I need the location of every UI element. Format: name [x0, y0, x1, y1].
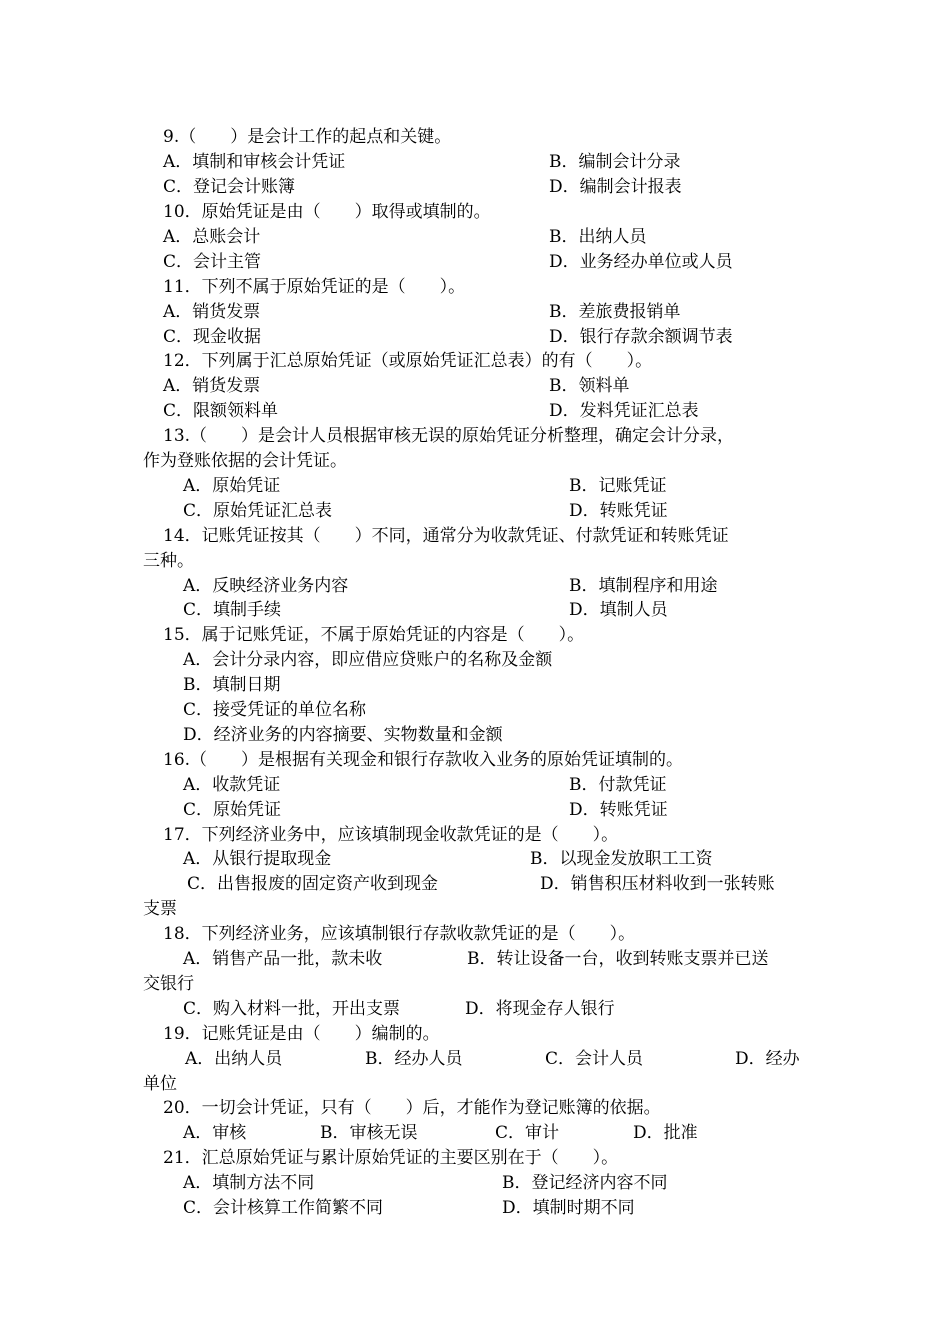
- question-18-option-b-wrap: 交银行: [143, 974, 194, 994]
- question-10-option-b: B．出纳人员: [549, 227, 647, 247]
- question-11-stem: 11．下列不属于原始凭证的是（ ）。: [163, 277, 466, 297]
- question-12-option-d: D．发料凭证汇总表: [549, 401, 699, 421]
- question-16-stem: 16.（ ）是根据有关现金和银行存款收入业务的原始凭证填制的。: [163, 750, 684, 770]
- question-13-option-c: C．原始凭证汇总表: [183, 501, 333, 521]
- question-10-option-c: C．会计主管: [163, 252, 262, 272]
- question-10-option-d: D．业务经办单位或人员: [549, 252, 733, 272]
- question-13-option-b: B．记账凭证: [569, 476, 667, 496]
- question-18-option-d: D．将现金存人银行: [465, 999, 615, 1019]
- question-12-option-c: C．限额领料单: [163, 401, 279, 421]
- question-20-stem: 20．一切会计凭证，只有（ ）后，才能作为登记账簿的依据。: [163, 1098, 661, 1118]
- question-13-option-d: D．转账凭证: [569, 501, 668, 521]
- question-12-option-b: B．领料单: [549, 376, 630, 396]
- question-17-option-d-wrap: 支票: [143, 899, 177, 919]
- question-13-stem-line-2: 作为登账依据的会计凭证。: [143, 451, 347, 471]
- question-16-option-c: C．原始凭证: [183, 800, 282, 820]
- question-20-option-d: D．批准: [633, 1123, 698, 1143]
- question-14-option-a: A．反映经济业务内容: [183, 576, 349, 596]
- question-11-option-a: A．销货发票: [163, 302, 261, 322]
- question-9-option-b: B．编制会计分录: [549, 152, 681, 172]
- question-19-option-d-wrap: 单位: [143, 1074, 177, 1094]
- question-19-option-d: D．经办: [735, 1049, 800, 1069]
- question-9-option-c: C．登记会计账簿: [163, 177, 296, 197]
- question-15-option-c: C．接受凭证的单位名称: [183, 700, 367, 720]
- question-19-option-a: A．出纳人员: [185, 1049, 283, 1069]
- question-10-option-a: A．总账会计: [163, 227, 261, 247]
- question-18-option-c: C．购入材料一批，开出支票: [183, 999, 401, 1019]
- question-15-option-b: B．填制日期: [183, 675, 281, 695]
- question-17-option-c: C．出售报废的固定资产收到现金: [187, 874, 439, 894]
- question-17-option-b: B．以现金发放职工工资: [530, 849, 713, 869]
- question-21-option-b: B．登记经济内容不同: [502, 1173, 668, 1193]
- question-11-option-c: C．现金收据: [163, 327, 262, 347]
- question-15-option-d: D．经济业务的内容摘要、实物数量和金额: [183, 725, 503, 745]
- question-9-option-a: A．填制和审核会计凭证: [163, 152, 346, 172]
- question-13-stem-line-1: 13.（ ）是会计人员根据审核无误的原始凭证分析整理，确定会计分录，: [163, 426, 735, 446]
- question-14-option-c: C．填制手续: [183, 600, 282, 620]
- question-12-option-a: A．销货发票: [163, 376, 261, 396]
- question-21-stem: 21．汇总原始凭证与累计原始凭证的主要区别在于（ ）。: [163, 1148, 619, 1168]
- question-14-option-d: D．填制人员: [569, 600, 668, 620]
- question-12-stem: 12．下列属于汇总原始凭证（或原始凭证汇总表）的有（ ）。: [163, 351, 653, 371]
- question-15-option-a: A．会计分录内容，即应借应贷账户的名称及金额: [183, 650, 553, 670]
- question-19-stem: 19．记账凭证是由（ ）编制的。: [163, 1024, 440, 1044]
- question-14-option-b: B．填制程序和用途: [569, 576, 718, 596]
- question-21-option-a: A．填制方法不同: [183, 1173, 315, 1193]
- question-21-option-d: D．填制时期不同: [502, 1198, 635, 1218]
- question-19-option-b: B．经办人员: [365, 1049, 463, 1069]
- question-14-stem-line-2: 三种。: [143, 551, 194, 571]
- question-18-stem: 18．下列经济业务，应该填制银行存款收款凭证的是（ ）。: [163, 924, 636, 944]
- question-20-option-a: A．审核: [183, 1123, 247, 1143]
- question-16-option-b: B．付款凭证: [569, 775, 667, 795]
- question-17-option-a: A．从银行提取现金: [183, 849, 332, 869]
- question-9-option-d: D．编制会计报表: [549, 177, 682, 197]
- question-17-stem: 17．下列经济业务中，应该填制现金收款凭证的是（ ）。: [163, 825, 619, 845]
- question-11-option-b: B．差旅费报销单: [549, 302, 681, 322]
- question-16-option-a: A．收款凭证: [183, 775, 281, 795]
- question-13-option-a: A．原始凭证: [183, 476, 281, 496]
- question-21-option-c: C．会计核算工作简繁不同: [183, 1198, 384, 1218]
- question-18-option-b: B．转让设备一台，收到转账支票并已送: [467, 949, 769, 969]
- question-11-option-d: D．银行存款余额调节表: [549, 327, 733, 347]
- question-16-option-d: D．转账凭证: [569, 800, 668, 820]
- question-15-stem: 15．属于记账凭证，不属于原始凭证的内容是（ ）。: [163, 625, 585, 645]
- question-10-stem: 10．原始凭证是由（ ）取得或填制的。: [163, 202, 491, 222]
- question-19-option-c: C．会计人员: [545, 1049, 644, 1069]
- question-20-option-c: C．审计: [495, 1123, 560, 1143]
- question-20-option-b: B．审核无误: [320, 1123, 418, 1143]
- question-14-stem-line-1: 14．记账凭证按其（ ）不同，通常分为收款凭证、付款凭证和转账凭证: [163, 526, 729, 546]
- question-18-option-a: A．销售产品一批，款未收: [183, 949, 383, 969]
- question-9-stem: 9.（ ）是会计工作的起点和关键。: [163, 127, 452, 147]
- question-17-option-d: D．销售积压材料收到一张转账: [540, 874, 775, 894]
